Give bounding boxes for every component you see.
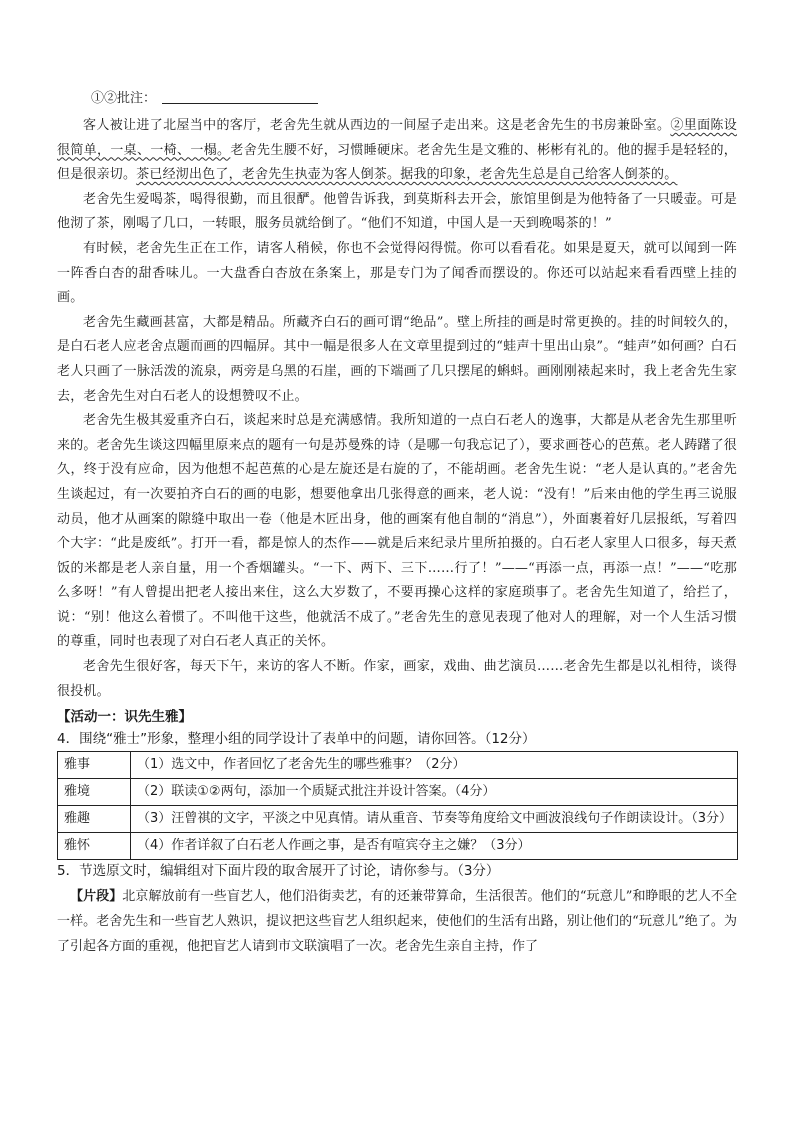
annotation-blank[interactable] (162, 89, 318, 104)
wavy-line-sentence: 茶已经沏出色了，老舍先生执壶为客人倒茶。据我的印象，老舍先生总是自己给客人倒茶的。 (136, 167, 678, 183)
paragraph-3: 有时候，老舍先生正在工作，请客人稍候，你也不会觉得闷得慌。你可以看看花。如果是夏天，就可以闻到一阵一阵香白杏的甜香味儿。一大盘香白杏放在条案上，那是专门为了闻香而摆设的。你还可以站起来看看西壁上挂的画。 (57, 240, 737, 306)
table-row (58, 833, 738, 860)
row-head: 雅怀 (58, 833, 131, 860)
paragraph-4: 老舍先生藏画甚富，大都是精品。所藏齐白石的画可谓“绝品”。壁上所挂的画是时常更换的。挂的时间较久的，是白石老人应老舍点题而画的四幅屏。其中一幅是很多人在文章里提到过的“蛙声十里出山泉”。“蛙声”如何画？白石老人只画了一脉活泼的流泉，两旁是乌黑的石崖，画的下端画了几只摆尾的蝌蚪。画刚刚裱起来时，我上老舍先生家去，老舍先生对白石老人的设想赞叹不止。 (57, 314, 737, 404)
question-4: 4．围绕“雅士”形象，整理小组的同学设计了表单中的问题，请你回答。（12分） (57, 731, 536, 748)
row-head: 雅境 (58, 779, 131, 806)
row-question: （1）选文中，作者回忆了老舍先生的哪些雅事？（2分） (131, 752, 738, 779)
para1-part-c: 老舍先生腰不好，习惯睡硬床。老舍先生是文雅的、彬彬有礼的。他的握手是轻轻的，但是很亲切。 (57, 142, 737, 183)
snippet-tag: 【片段】 (70, 889, 123, 905)
question-table (57, 751, 738, 860)
paragraph-5: 老舍先生极其爱重齐白石，谈起来时总是充满感情。我所知道的一点白石老人的逸事，大都是从老舍先生那里听来的。老舍先生谈这四幅里原来点的题有一句是苏曼殊的诗（是哪一句我忘记了），要求画苍心的芭蕉。老人踌躇了很久，终于没有应命，因为他想不起芭蕉的心是左旋还是右旋的了，不能胡画。老舍先生说：“老人是认真的。”老舍先生谈起过，有一次要拍齐白石的画的电影，想要他拿出几张得意的画来，老人说：“没有！”后来由他的学生再三说服动员，他才从画案的隙缝中取出一卷（他是木匠出身，他的画案有他自制的“消息”），外面裹着好几层报纸，写着四个大字：“此是废纸”。打开一看，都是惊人的杰作——就是后来纪录片里所拍摄的。白石老人家里人口很多，每天煮饭的米都是老人亲自量，用一个香烟罐头。“一下、两下、三下……行了！”——“再添一点，再添一点！”——“吃那么多呀！”有人曾提出把老人接出来住，这么大岁数了，不要再操心这样的家庭琐事了。老舍先生知道了，给拦了，说：“别！他这么着惯了。不叫他干这些，他就活不成了。”老舍先生的意见表现了他对人的理解，对一个人生活习惯的尊重，同时也表现了对白石老人真正的关怀。 (57, 413, 737, 650)
table-row (58, 779, 738, 806)
row-head: 雅趣 (58, 806, 131, 833)
row-head: 雅事 (58, 752, 131, 779)
activity-title: 【活动一：识先生雅】 (57, 709, 192, 726)
sentence-2-underlined: ②里面陈设很简单，一桌、一椅、一榻。 (57, 118, 737, 158)
annotation-label: ①②批注： (91, 91, 157, 106)
paragraph-1 (57, 114, 737, 188)
para1-part-a: 客人被让进了北屋当中的客厅，老舍先生就从西边的一间屋子走出来。这是老舍先生的书房兼卧室。 (83, 118, 671, 133)
row-question: （2）联读①②两句，添加一个质疑式批注并设计答案。（4分） (131, 779, 738, 806)
annotation-line (91, 88, 737, 110)
snippet-text: 北京解放前有一些盲艺人，他们沿街卖艺，有的还兼带算命，生活很苦。他们的“玩意儿”和睁眼的艺人不全一样。老舍先生和一些盲艺人熟识，提议把这些盲艺人组织起来，使他们的生活有出路，别让他们的“玩意儿”绝了。为了引起各方面的重视，他把盲艺人请到市文联演唱了一次。老舍先生亲自主持，作了 (57, 889, 737, 955)
row-question: （4）作者详叙了白石老人作画之事，是否有喧宾夺主之嫌？（3分） (131, 833, 738, 860)
table-row (58, 752, 738, 779)
article-content (57, 88, 737, 959)
question-5: 5．节选原文时，编辑组对下面片段的取舍展开了讨论，请你参与。（3分） (57, 863, 500, 880)
paragraph-2: 老舍先生爱喝茶，喝得很勤，而且很酽。他曾告诉我，到莫斯科去开会，旅馆里倒是为他特备了一只暖壶。可是他沏了茶，刚喝了几口，一转眼，服务员就给倒了。“他们不知道，中国人是一天到晚喝茶的！” (57, 191, 737, 232)
row-question: （3）汪曾祺的文字，平淡之中见真情。请从重音、节奏等角度给文中画波浪线句子作朗读设计。（3分） (131, 806, 738, 833)
table-row (58, 806, 738, 833)
excerpt-snippet (57, 884, 737, 959)
paragraph-6: 老舍先生很好客，每天下午，来访的客人不断。作家，画家，戏曲、曲艺演员……老舍先生都是以礼相待，谈得很投机。 (57, 659, 737, 699)
